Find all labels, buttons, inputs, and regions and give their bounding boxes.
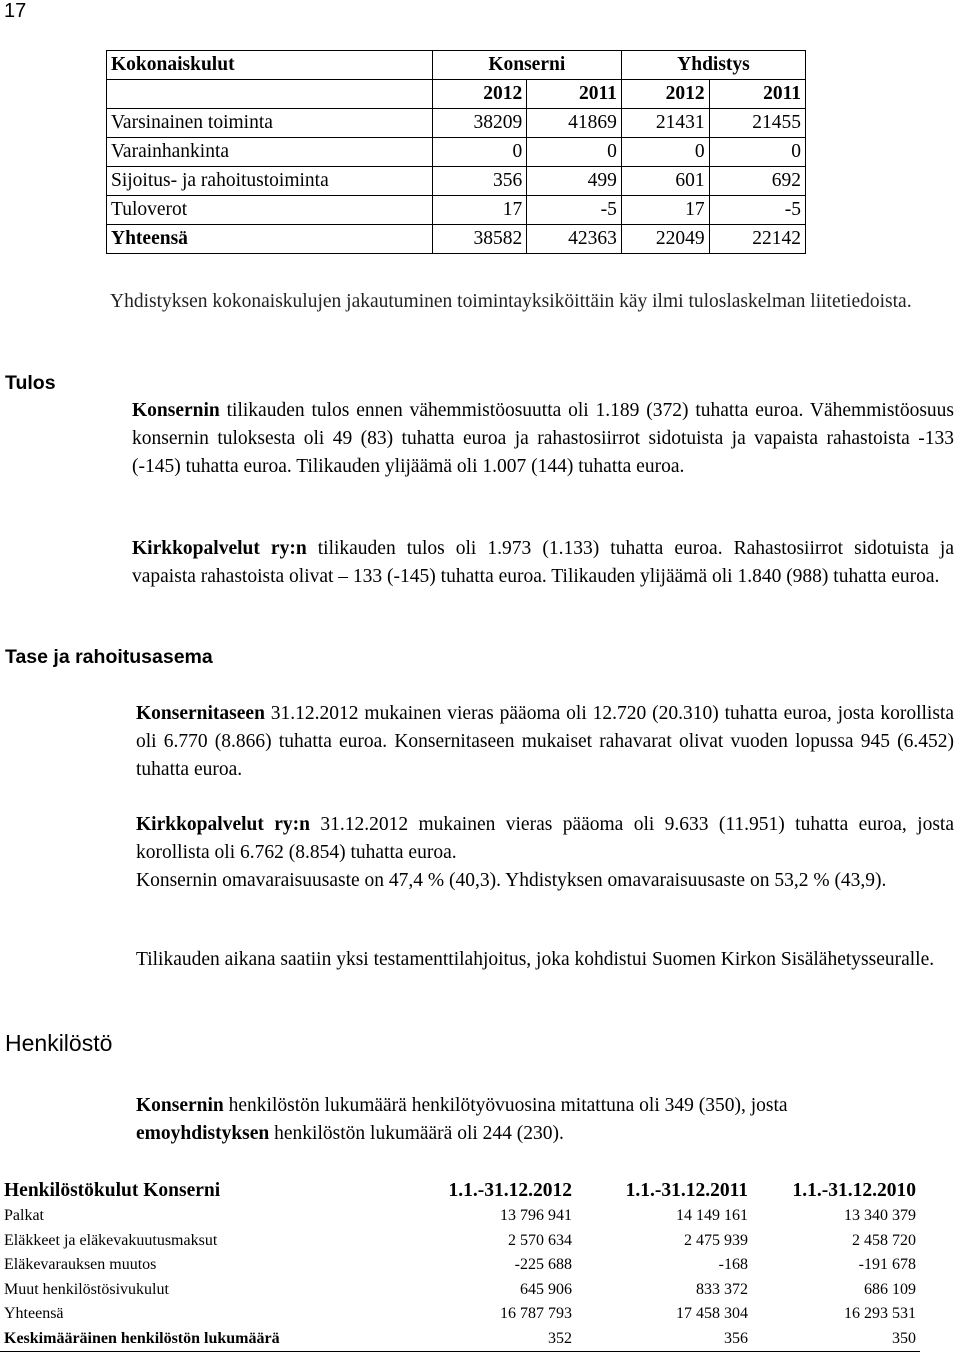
cell-value: 645 906 [520,1280,572,1298]
cell-value: 2 475 939 [684,1231,748,1249]
cell-value: 17 [621,196,709,225]
cell-value: 14 149 161 [676,1207,748,1225]
year-cell: 2011 [527,80,622,109]
year-cell: 2012 [621,80,709,109]
table-row [107,109,806,138]
cell-value: 356 [576,1327,752,1352]
table-header-yhdistys: Yhdistys [621,51,805,80]
section-heading-tase: Tase ja rahoitusasema [5,646,213,668]
cell-value: 17 [432,196,527,225]
para-text: 31.12.2012 mukainen vieras pääoma oli 9.633 (11.951) tuhatta euroa, josta korollista oli 6.762 (8.854) tuhatta euroa. [136,814,954,863]
table-header-period: 1.1.-31.12.2012 [448,1180,572,1202]
row-label: Tuloverot [107,196,433,225]
cell-value: -191 678 [858,1256,916,1274]
cell-value: 13 340 379 [844,1207,916,1225]
row-label: Muut henkilöstösivukulut [4,1280,169,1298]
para-bold-lead: Konsernitaseen [136,703,265,724]
row-label: Eläkkeet ja eläkevakuutusmaksut [4,1231,218,1249]
cell-value: 0 [621,138,709,167]
tase-paragraph-konserni [136,700,954,784]
table-header-row [0,1178,920,1204]
cell-value: 41869 [527,109,622,138]
table-header-label: Henkilöstökulut Konserni [4,1180,221,1202]
cell-value: 38209 [432,109,527,138]
page-number: 17 [4,0,27,22]
cell-value: 499 [527,167,622,196]
cell-value: -5 [709,196,805,225]
staff-costs-table [0,1178,920,1352]
para-bold-lead: Kirkkopalvelut ry:n [132,538,307,559]
tulos-paragraph-konserni [132,397,954,481]
para-text: henkilöstön lukumäärä henkilötyövuosina mitattuna oli 349 (350), josta [223,1095,788,1116]
table-row [0,1327,920,1352]
tase-paragraph-kirkkopalvelut [136,811,954,867]
tulos-paragraph-kirkkopalvelut [132,535,954,591]
cell-value: 17 458 304 [676,1305,748,1323]
cell-value: -168 [718,1256,748,1274]
cell-value: 22049 [621,225,709,254]
row-label: Varainhankinta [107,138,433,167]
cell-value: -225 688 [514,1256,572,1274]
para-bold-lead: Kirkkopalvelut ry:n [136,814,310,835]
para-bold-lead: Konsernin [132,400,220,421]
para-bold-lead: emoyhdistyksen [136,1123,270,1144]
table-row [0,1229,920,1254]
cell-value: 686 109 [864,1280,916,1298]
cell-value: 601 [621,167,709,196]
section-heading-henkilosto: Henkilöstö [5,1030,113,1056]
cell-value: 352 [380,1327,576,1352]
cell-value: 692 [709,167,805,196]
henkilosto-paragraph [136,1092,954,1148]
table-row [107,196,806,225]
para-bold-lead: Konsernin [136,1095,224,1116]
row-label: Yhteensä [4,1305,64,1323]
para-text: tilikauden tulos ennen vähemmistöosuutta oli 1.189 (372) tuhatta euroa. Vähemmistöosuus konsernin tuloksesta oli 49 (83) tuhatta euroa ja rahastosiirrot sidotuista ja vapaista rahastoista -133 (-145) tuhatta euroa. Tilikauden ylijäämä oli 1.007 (144) tuhatta euroa. [132,400,954,477]
cell-value: 16 293 531 [844,1305,916,1323]
table-years-row [107,80,806,109]
cell-value: 0 [527,138,622,167]
cell-value: 22142 [709,225,805,254]
cell-value: 38582 [432,225,527,254]
para-text: henkilöstön lukumäärä oli 244 (230). [269,1123,564,1144]
cell-value: 0 [432,138,527,167]
cell-value: -5 [527,196,622,225]
table-row [0,1204,920,1229]
cell-value: 16 787 793 [500,1305,572,1323]
cell-value: 350 [752,1327,920,1352]
table-total-row [107,225,806,254]
row-label: Palkat [4,1207,44,1225]
row-label: Varsinainen toiminta [107,109,433,138]
tase-paragraph-testamentti: Tilikauden aikana saatiin yksi testamenttilahjoitus, joka kohdistui Suomen Kirkon Sisälähetysseuralle. [136,949,935,970]
table-header-label: Kokonaiskulut [107,51,433,80]
cell-value: 21455 [709,109,805,138]
row-label: Sijoitus- ja rahoitustoiminta [107,167,433,196]
table-header-period: 1.1.-31.12.2010 [792,1180,916,1202]
year-cell: 2012 [432,80,527,109]
table-row [107,167,806,196]
para-text: 31.12.2012 mukainen vieras pääoma oli 12.720 (20.310) tuhatta euroa, josta korollista oli 6.770 (8.866) tuhatta euroa. Konsernitaseen mukaiset rahavarat olivat vuoden lopussa 945 (6.452) tuhatta euroa. [136,703,954,780]
row-label: Keskimääräinen henkilöstön lukumäärä [0,1327,380,1352]
intro-paragraph: Yhdistyksen kokonaiskulujen jakautuminen toimintayksiköittäin käy ilmi tuloslaskelman liitetiedoista. [110,291,912,312]
cell-value: 2 570 634 [508,1231,572,1249]
table-header-period: 1.1.-31.12.2011 [625,1180,748,1202]
cell-value: 42363 [527,225,622,254]
year-cell: 2011 [709,80,805,109]
expenses-table [106,50,806,254]
para-text: tilikauden tulos oli 1.973 (1.133) tuhatta euroa. Rahastosiirrot sidotuista ja vapaista rahastoista olivat – 133 (-145) tuhatta euroa. Tilikauden ylijäämä oli 1.840 (988) tuhatta euroa. [132,538,954,587]
table-header-row [107,51,806,80]
cell-value: 0 [709,138,805,167]
table-row [0,1253,920,1278]
table-row [107,138,806,167]
table-row [0,1302,920,1327]
cell-value: 13 796 941 [500,1207,572,1225]
row-label: Yhteensä [107,225,433,254]
cell-value: 356 [432,167,527,196]
cell-value: 2 458 720 [852,1231,916,1249]
cell-value: 833 372 [696,1280,748,1298]
cell-value: 21431 [621,109,709,138]
row-label: Eläkevarauksen muutos [4,1256,157,1274]
table-row [0,1278,920,1303]
table-header-konserni: Konserni [432,51,621,80]
tase-paragraph-omavaraisuus: Konsernin omavaraisuusaste on 47,4 % (40,3). Yhdistyksen omavaraisuusaste on 53,2 % (43,9). [136,870,887,891]
section-heading-tulos: Tulos [5,372,56,394]
